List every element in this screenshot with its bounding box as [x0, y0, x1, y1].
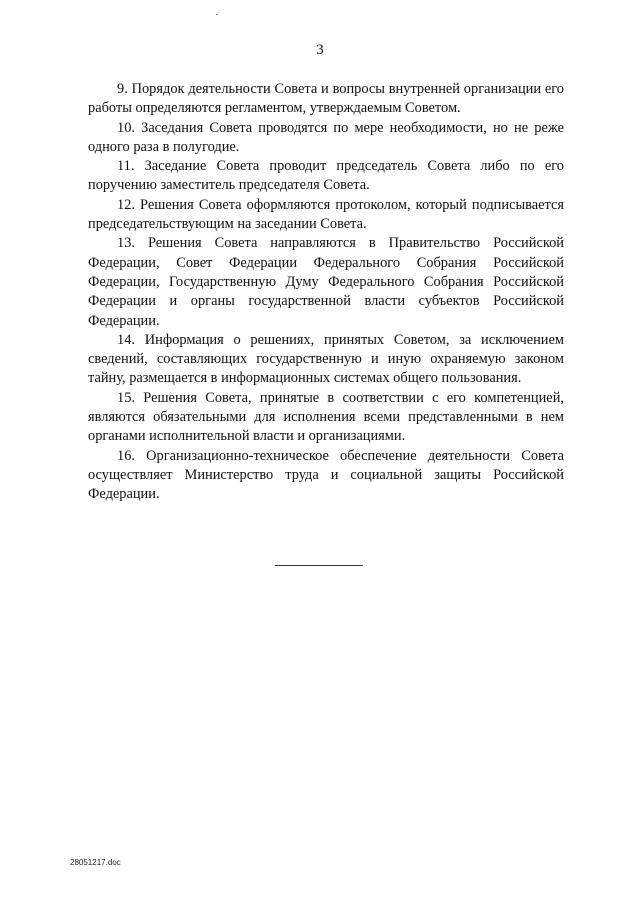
paragraph-13: 13. Решения Совета направляются в Правительство Российской Федерации, Совет Федерации Федерального Собрания Российской Федерации, Государственную Думу Федерального Собрания Российской Федерации и органы государственной власти субъектов Российской Федерации.: [88, 235, 564, 329]
paragraph-16: 16. Организационно-техническое обеспечение деятельности Совета осуществляет Министерство труда и социальной защиты Российской Федерации.: [88, 447, 564, 503]
paragraph-11: 11. Заседание Совета проводит председатель Совета либо по его поручению заместитель председателя Совета.: [88, 158, 564, 194]
document-body: [88, 80, 564, 505]
page-number: 3: [316, 42, 324, 58]
paragraph-15: 15. Решения Совета, принятые в соответствии с его компетенцией, являются обязательными для исполнения всеми представленными в нем органами исполнительной власти и организациями.: [88, 389, 564, 445]
paragraph-12: 12. Решения Совета оформляются протоколом, который подписывается председательствующим на заседании Совета.: [88, 196, 564, 233]
end-of-text-rule: [275, 565, 363, 566]
paragraph-14: 14. Информация о решениях, принятых Советом, за исключением сведений, составляющих государственную и иную охраняемую законом тайну, размещается в информационных системах общего пользования.: [88, 331, 564, 387]
file-reference: 28051217.doc: [70, 858, 121, 867]
paragraph-9: 9. Порядок деятельности Совета и вопросы внутренней организации его работы определяются регламентом, утверждаемым Советом.: [88, 81, 564, 117]
paragraph-10: 10. Заседания Совета проводятся по мере необходимости, но не реже одного раза в полугодие.: [88, 119, 564, 155]
scan-artifact: [216, 14, 218, 15]
